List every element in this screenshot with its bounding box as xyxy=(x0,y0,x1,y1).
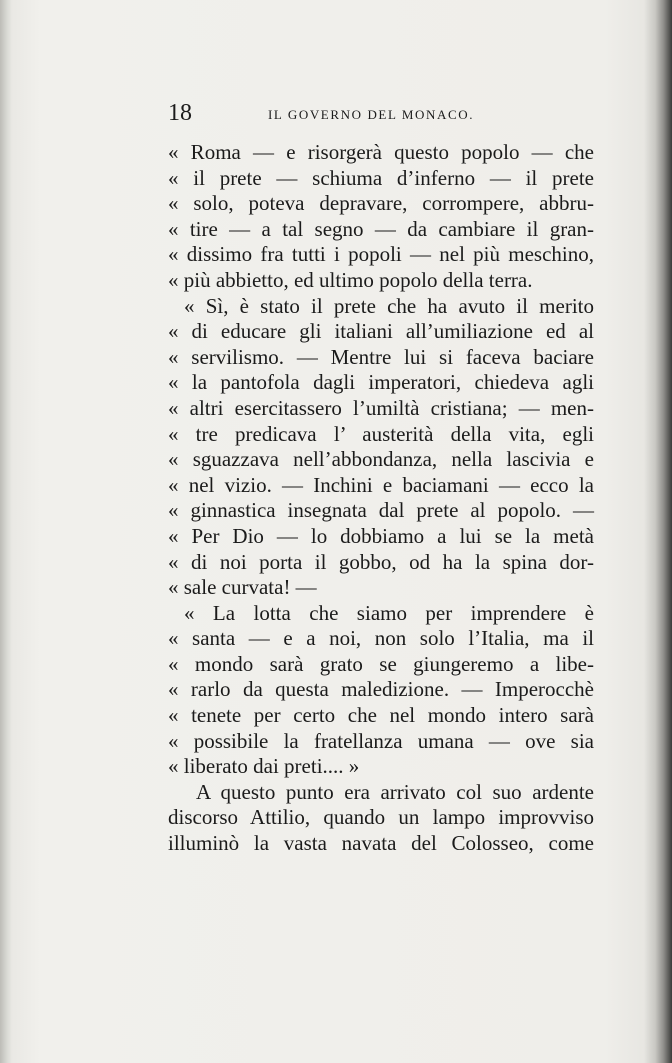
text-line: « nel vizio. — Inchini e baciamani — ecco la xyxy=(168,472,594,497)
page-header xyxy=(168,100,608,130)
text-line: illuminò la vasta navata del Colosseo, come xyxy=(168,831,594,856)
text-line: « sale curvata! — xyxy=(168,575,317,600)
text-line: « rarlo da questa maledizione. — Imperocchè xyxy=(168,677,594,702)
text-line: « possibile la fratellanza umana — ove sia xyxy=(168,728,594,753)
text-line: A questo punto era arrivato col suo ardente xyxy=(196,779,594,804)
text-line: « mondo sarà grato se giungeremo a libe- xyxy=(168,651,594,676)
text-line: « di educare gli italiani all’umiliazione ed al xyxy=(168,319,594,344)
body-text xyxy=(168,140,594,857)
running-title: IL GOVERNO DEL MONACO. xyxy=(268,107,475,122)
text-line: « Per Dio — lo dobbiamo a lui se la metà xyxy=(168,523,594,548)
text-line: « altri esercitassero l’umiltà cristiana; — men- xyxy=(168,395,594,420)
text-line: « Sì, è stato il prete che ha avuto il merito xyxy=(184,293,594,318)
text-line: « ginnastica insegnata dal prete al popolo. — xyxy=(168,498,594,523)
page-edge-shadow xyxy=(644,0,672,1063)
text-line: « la pantofola dagli imperatori, chiedeva agli xyxy=(168,370,594,395)
text-line: « sguazzava nell’abbondanza, nella lascivia e xyxy=(168,447,594,472)
text-line: « tre predicava l’ austerità della vita, egli xyxy=(168,421,594,446)
text-line: « Roma — e risorgerà questo popolo — che xyxy=(168,140,594,164)
page-number: 18 xyxy=(168,100,192,126)
text-line: « il prete — schiuma d’inferno — il prete xyxy=(168,165,594,190)
page-binding-shadow xyxy=(0,0,12,1063)
text-line: « solo, poteva depravare, corrompere, abbru- xyxy=(168,191,594,216)
text-line: « tire — a tal segno — da cambiare il gran- xyxy=(168,216,594,241)
text-line: « più abbietto, ed ultimo popolo della terra. xyxy=(168,267,533,292)
text-line: « di noi porta il gobbo, od ha la spina dor- xyxy=(168,549,594,574)
text-line: « santa — e a noi, non solo l’Italia, ma il xyxy=(168,626,594,651)
text-line: « La lotta che siamo per imprendere è xyxy=(184,600,594,625)
text-line: discorso Attilio, quando un lampo improvviso xyxy=(168,805,594,830)
text-line: « tenete per certo che nel mondo intero sarà xyxy=(168,703,594,728)
text-line: « servilismo. — Mentre lui si faceva baciare xyxy=(168,344,594,369)
text-line: « dissimo fra tutti i popoli — nel più meschino, xyxy=(168,242,594,267)
text-line: « liberato dai preti.... » xyxy=(168,754,360,779)
